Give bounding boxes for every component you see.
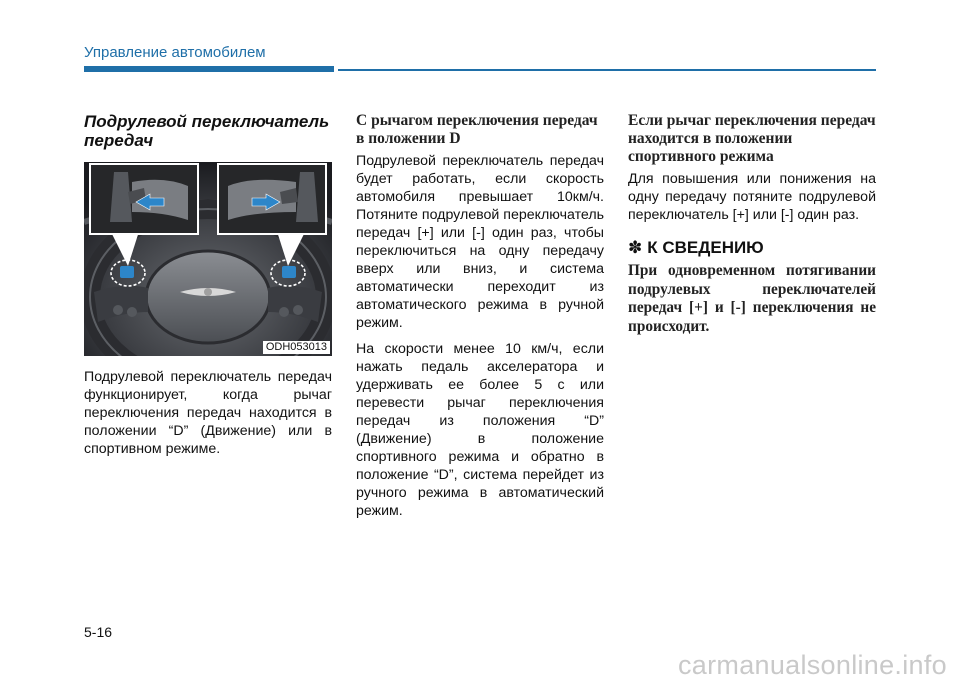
asterisk-icon: ✽ (628, 238, 643, 257)
watermark-text: carmanualsonline.info (678, 650, 947, 680)
column-left (84, 112, 332, 458)
sport-mode-heading: Если рычаг переключения передач находится в положении спортивного режима (628, 112, 876, 165)
section-header-title: Управление автомобилем (84, 44, 266, 61)
d-position-paragraph-1: Подрулевой переключатель передач будет работать, если скорость автомобиля превышает 10км/ч. Потяните подрулевой переключатель передач [+] или [-] один раз, чтобы переключиться на одну передачу вверх или вниз, и система автоматически переходит из автоматического режима в ручной режим. (356, 153, 604, 331)
sport-mode-paragraph: Для повышения или понижения на одну передачу потяните подрулевой переключатель [+] или [-] один раз. (628, 171, 876, 223)
steering-wheel-figure (84, 162, 332, 356)
page-number: 5-16 (84, 624, 113, 640)
paddle-shifter-heading: Подрулевой переключатель передач (84, 112, 330, 150)
d-position-heading: С рычагом переключения передач в положении D (356, 112, 598, 147)
info-note: При одновременном потягивании подрулевых переключателей передач [+] и [-] переключения не происходит. (628, 262, 876, 335)
column-right (628, 112, 876, 336)
paddle-shifter-description: Подрулевой переключатель передач функционирует, когда рычаг переключения передач находится в положении “D” (Движение) или в спортивном режиме. (84, 369, 332, 457)
d-position-paragraph-2: На скорости менее 10 км/ч, если нажать педаль акселератора и удерживать ее более 5 с или перевести рычаг переключения передач из положения “D” (Движение) в положение спортивного режима и обратно в положение “D”, система перейдет из ручного режима в автоматический режим. (356, 341, 604, 519)
header-rule-thin (338, 69, 876, 71)
info-title: К СВЕДЕНИЮ (647, 238, 764, 257)
info-heading (628, 238, 876, 258)
column-middle (356, 112, 604, 520)
header-rule-thick (84, 66, 334, 72)
steering-wheel-illustration (84, 162, 332, 356)
figure-code-label: ODH053013 (263, 341, 330, 354)
